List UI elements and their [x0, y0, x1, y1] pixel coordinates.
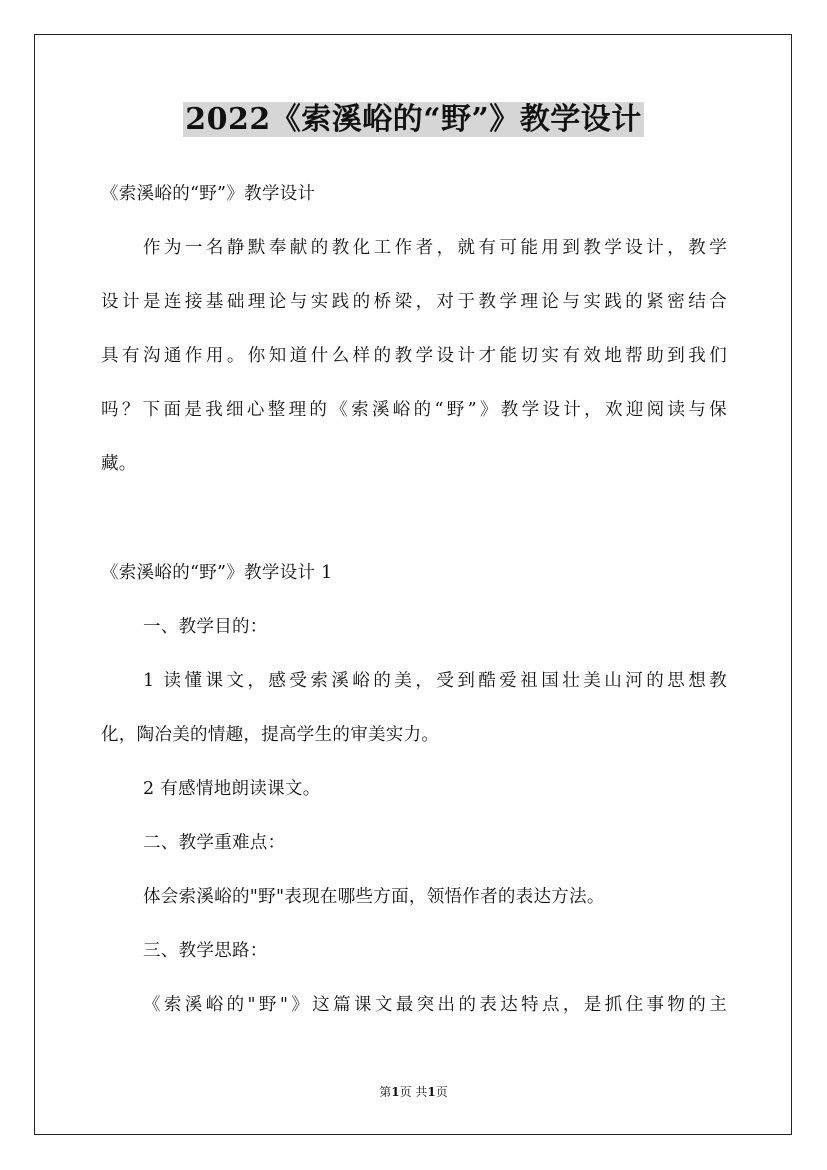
document-subtitle: 《索溪峪的“野”》教学设计 [101, 184, 316, 204]
footer-suffix: 页 [435, 1085, 448, 1099]
page-footer [0, 1084, 827, 1100]
intro-line-5: 藏。 [101, 454, 137, 474]
idea-heading: 三、教学思路： [143, 941, 268, 961]
footer-total-pages: 1 [427, 1085, 436, 1099]
intro-line-4: 吗？下面是我细心整理的《索溪峪的“野”》教学设计，欢迎阅读与保 [101, 400, 727, 420]
goal-heading: 一、教学目的： [143, 617, 268, 637]
key-text: 体会索溪峪的"野"表现在哪些方面，领悟作者的表达方法。 [143, 887, 605, 907]
goal1-line-1: 1 读懂课文，感受索溪峪的美，受到酷爱祖国壮美山河的思想教 [143, 671, 727, 691]
footer-prefix: 第 [379, 1085, 392, 1099]
intro-line-2: 设计是连接基础理论与实践的桥梁，对于教学理论与实践的紧密结合 [101, 292, 727, 312]
intro-line-1: 作为一名静默奉献的教化工作者，就有可能用到教学设计，教学 [143, 238, 727, 258]
document-title-text: 2022《索溪峪的“野”》教学设计 [185, 102, 642, 137]
goal1-line-2: 化，陶冶美的情趣，提高学生的审美实力。 [101, 725, 440, 745]
document-title [0, 98, 827, 142]
footer-page-number: 1 [391, 1085, 400, 1099]
idea-text: 《索溪峪的"野"》这篇课文最突出的表达特点，是抓住事物的主 [143, 995, 727, 1015]
section-heading: 《索溪峪的“野”》教学设计 1 [101, 563, 333, 583]
goal2-text: 2 有感情地朗读课文。 [143, 779, 321, 799]
key-heading: 二、教学重难点： [143, 833, 286, 853]
footer-mid: 页 共 [399, 1085, 428, 1099]
intro-line-3: 具有沟通作用。你知道什么样的教学设计才能切实有效地帮助到我们 [101, 346, 727, 366]
